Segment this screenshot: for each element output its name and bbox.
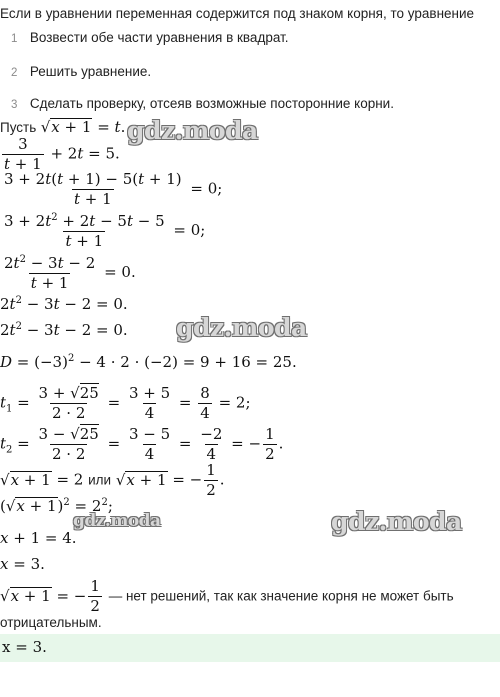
- equation-3: $\frac{3 + 2t^2 + 2t - 5t - 5}{t + 1}$ = 0;: [4, 212, 206, 250]
- watermark-logo: gdz.moda: [331, 507, 462, 536]
- no-solution-line: [0, 579, 454, 614]
- answer: x = 3.: [2, 638, 47, 656]
- step-text: Возвести обе части уравнения в квадрат.: [29, 30, 289, 45]
- no-solution-text-cont: отрицательным.: [0, 615, 102, 630]
- square-both-sides: $(√x + 1)^2 = 2^2$;: [0, 497, 113, 515]
- equation-4: $\frac{2t^2 - 3t - 2}{t + 1}$ = 0.: [4, 254, 136, 292]
- step-number: 2: [11, 67, 18, 79]
- let-word: Пусть: [0, 120, 37, 135]
- step-text: Решить уравнение.: [29, 64, 152, 79]
- substitution-formula: √x + 1 = t.: [40, 118, 126, 136]
- step-number: 1: [11, 33, 18, 45]
- equation-5: $2t^2 - 3t - 2 = 0$.: [0, 295, 128, 313]
- watermark-logo: gdz.moda: [73, 511, 161, 531]
- step-3: [11, 95, 394, 113]
- or-word: или: [88, 472, 112, 488]
- discriminant: $D = (-3)^2 - 4 \cdot 2 \cdot (-2) = 9 + 16 = 25$.: [0, 353, 297, 371]
- equation-2: $\frac{3 + 2t(t + 1) - 5(t + 1)}{t + 1}$ = 0;: [4, 170, 223, 208]
- watermark-logo: gdz.moda: [176, 313, 307, 342]
- step-2: [11, 63, 151, 81]
- equation-6: $2t^2 - 3t - 2 = 0$.: [0, 321, 128, 339]
- no-solution-text: — нет решений, так как значение корня не может быть: [108, 588, 454, 604]
- equation-x: x = 3.: [0, 555, 45, 573]
- root-t2: $t_2$ = $\frac{3 - √25}{2 \cdot 2}$ = $\frac{3 - 5}{4}$ = $\frac{-2}{4}$ = − $\frac{1}{2}$ .: [0, 425, 284, 463]
- watermark-logo: gdz.moda: [127, 116, 258, 145]
- step-number: 3: [11, 99, 18, 111]
- equation-1: $\frac{3}{t + 1}$ + 2t = 5.: [4, 135, 120, 173]
- equation-x-plus-1: x + 1 = 4.: [0, 529, 77, 547]
- back-substitution: √x + 1 = 2 или √x + 1 = − $\frac{1}{2}$ .: [0, 461, 225, 499]
- intro-text: Если в уравнении переменная содержится под знаком корня, то уравнение: [0, 6, 475, 21]
- step-1: [11, 29, 288, 47]
- root-t1: $t_1$ = $\frac{3 + √25}{2 \cdot 2}$ = $\frac{3 + 5}{4}$ = $\frac{8}{4}$ = 2;: [0, 384, 251, 422]
- negative-root-formula: √x + 1 = − $\frac{1}{2}$: [0, 577, 100, 615]
- answer-box: [0, 634, 500, 662]
- step-text: Сделать проверку, отсеяв возможные посторонние корни.: [29, 96, 394, 111]
